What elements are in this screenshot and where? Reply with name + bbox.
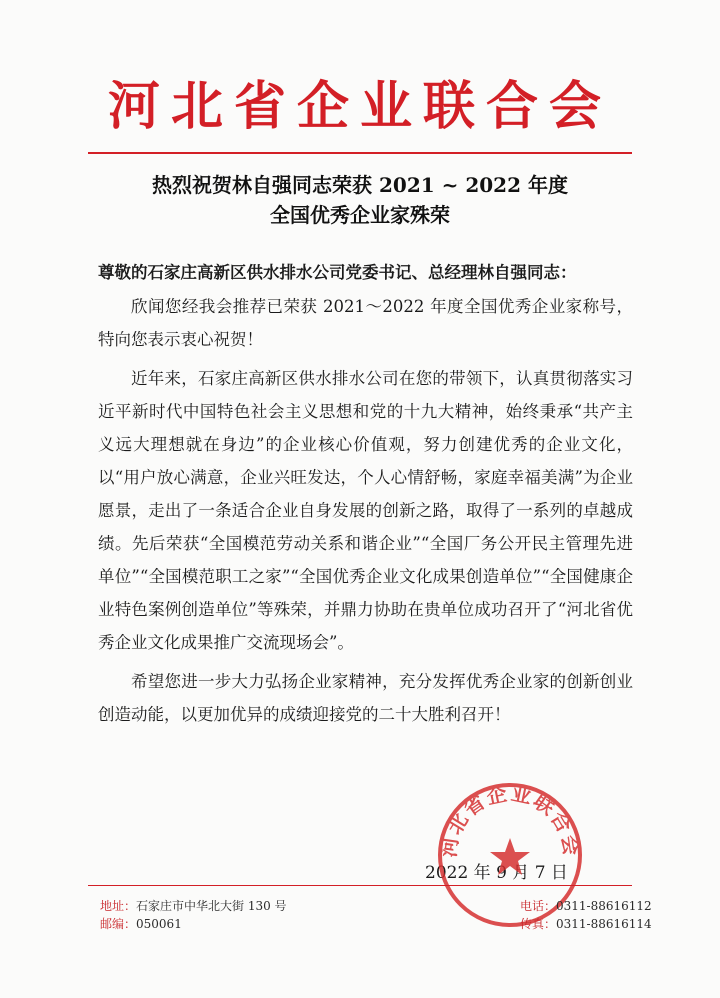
- body-paragraph: 欣闻您经我会推荐已荣获 2021～2022 年度全国优秀企业家称号，特向您表示衷心祝贺！: [98, 297, 633, 349]
- footer-fax-value: 0311-88616114: [556, 917, 652, 931]
- salutation: 尊敬的石家庄高新区供水排水公司党委书记、总经理林自强同志：: [98, 263, 577, 282]
- footer-address: [100, 897, 287, 915]
- footer-fax: [520, 915, 652, 933]
- footer-zip: [100, 915, 182, 933]
- footer-tel-value: 0311-88616112: [556, 899, 652, 913]
- footer-divider: [88, 885, 632, 886]
- body-paragraph: 希望您进一步大力弘扬企业家精神，充分发挥优秀企业家的创新创业创造动能，以更加优异的成绩迎接党的二十大胜利召开！: [98, 672, 633, 724]
- document-title-line2: 全国优秀企业家殊荣: [270, 203, 450, 227]
- footer-address-label: 地址：: [100, 899, 137, 913]
- footer-telephone: [520, 897, 652, 915]
- document-date: 2022 年 9 月 7 日: [425, 863, 568, 883]
- document-title-line1: 热烈祝贺林自强同志荣获 2021 ~ 2022 年度: [152, 173, 568, 197]
- seal-star-icon: [490, 838, 530, 875]
- footer-address-value: 石家庄市中华北大街 130 号: [136, 899, 287, 913]
- body-paragraph: 近年来，石家庄高新区供水排水公司在您的带领下，认真贯彻落实习近平新时代中国特色社会主义思想和党的十九大精神，始终秉承“共产主义远大理想就在身边”的企业核心价值观，努力创建优秀的企业文化，以“用户放心满意，企业兴旺发达，个人心情舒畅，家庭幸福美满”为企业愿景，走出了一条适合企业自身发展的创新之路，取得了一系列的卓越成绩。先后荣获“全国模范劳动关系和谐企业”“全国厂务公开民主管理先进单位”“全国模范职工之家”“全国优秀企业文化成果创造单位”“全国健康企业特色案例创造单位”等殊荣，并鼎力协助在贵单位成功召开了“河北省优秀企业文化成果推广交流现场会”。: [98, 369, 633, 652]
- footer-tel-label: 电话：: [520, 899, 557, 913]
- letterhead-org-name: 河北省企业联合会: [107, 76, 612, 137]
- footer-zip-value: 050061: [136, 917, 182, 931]
- letter-body: [98, 290, 633, 737]
- footer-fax-label: 传真：: [520, 917, 557, 931]
- footer-zip-label: 邮编：: [100, 917, 137, 931]
- svg-text:河北省企业联合会: 河北省企业联合会: [436, 780, 584, 859]
- letterhead-divider: [88, 152, 632, 154]
